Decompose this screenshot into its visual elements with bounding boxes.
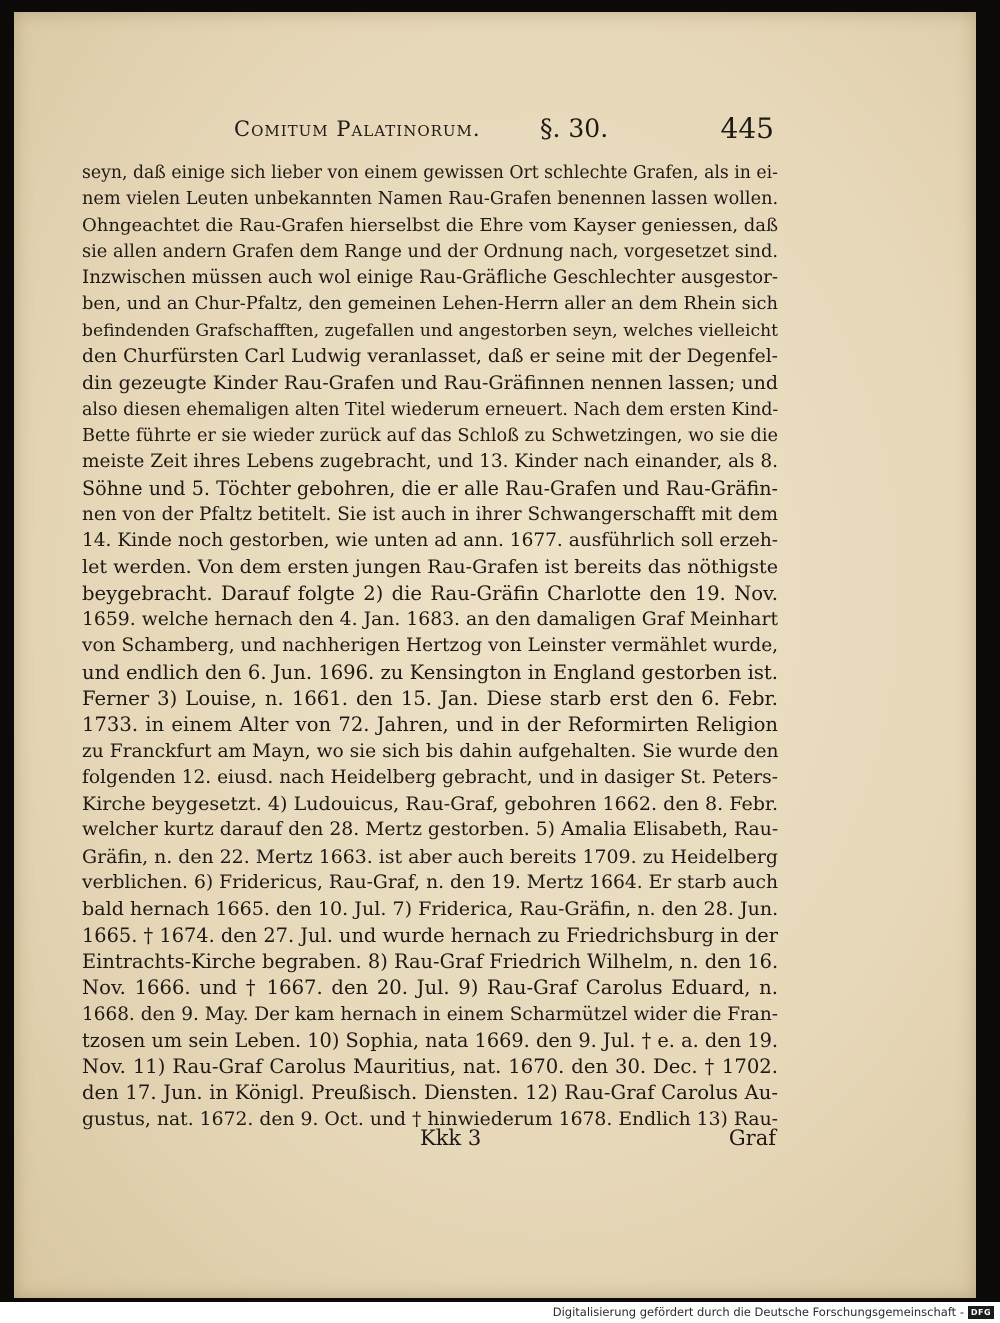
dfg-logo: DFG [968, 1306, 994, 1319]
catchword: Graf [728, 1126, 776, 1150]
signature-mark: Kkk 3 [420, 1126, 482, 1150]
text-line: 1659. welche hernach den 4. Jan. 1683. an den damaligen Graf Meinhart [82, 609, 778, 631]
page-number: 445 [720, 112, 774, 145]
text-line: Bette führte er sie wieder zurück auf das Schloß zu Schwetzingen, wo sie die [82, 425, 778, 446]
text-line: den 17. Jun. in Königl. Preußisch. Diensten. 12) Rau-Graf Carolus Au- [82, 1081, 778, 1105]
text-line: also diesen ehemaligen alten Titel wiederum erneuert. Nach dem ersten Kind- [82, 399, 779, 420]
text-line: Kirche beygesetzt. 4) Ludouicus, Rau-Graf, gebohren 1662. den 8. Febr. [82, 793, 778, 816]
text-line: Gräfin, n. den 22. Mertz 1663. ist aber auch bereits 1709. zu Heidelberg [82, 845, 778, 868]
text-line: beygebracht. Darauf folgte 2) die Rau-Gräfin Charlotte den 19. Nov. [82, 581, 778, 605]
text-line: gustus, nat. 1672. den 9. Oct. und † hinwiederum 1678. Endlich 13) Rau- [82, 1108, 778, 1130]
text-line: nem vielen Leuten unbekannten Namen Rau-Grafen benennen lassen wollen. [82, 189, 779, 210]
digitization-footer [0, 1302, 1000, 1323]
text-line: 1668. den 9. May. Der kam hernach in einem Scharmützel wider die Fran- [82, 1003, 778, 1025]
text-line: din gezeugte Kinder Rau-Grafen und Rau-Gräfinnen nennen lassen; und [82, 372, 778, 395]
text-line: von Schamberg, und nachherigen Hertzog von Leinster vermählet wurde, [82, 635, 779, 657]
text-line: Nov. 11) Rau-Graf Carolus Mauritius, nat. 1670. den 30. Dec. † 1702. [82, 1055, 778, 1079]
text-line: den Churfürsten Carl Ludwig veranlasset, daß er seine mit der Degenfel- [82, 346, 778, 368]
text-line: Söhne und 5. Töchter gebohren, die er alle Rau-Grafen und Rau-Gräfin- [82, 476, 778, 500]
text-line: Eintrachts-Kirche begraben. 8) Rau-Graf Friedrich Wilhelm, n. den 16. [82, 949, 779, 973]
text-line: let werden. Von dem ersten jungen Rau-Grafen ist bereits das nöthigste [82, 556, 778, 579]
text-line: 14. Kinde noch gestorben, wie unten ad ann. 1677. ausführlich soll erzeh- [82, 530, 778, 552]
text-line: Ohngeachtet die Rau-Grafen hierselbst die Ehre vom Kayser geniessen, daß [82, 214, 779, 236]
body-text [82, 160, 778, 1133]
text-line: Nov. 1666. und † 1667. den 20. Jul. 9) Rau-Graf Carolus Eduard, n. [82, 976, 778, 1000]
text-line: befindenden Grafschafften, zugefallen und angestorben seyn, welches vielleicht [82, 320, 778, 341]
text-line: ben, und an Chur-Pfaltz, den gemeinen Lehen-Herrn aller an dem Rhein sich [82, 293, 778, 315]
text-line: zu Franckfurt am Mayn, wo sie sich bis dahin aufgehalten. Sie wurde den [82, 740, 779, 762]
page-foot [420, 1122, 780, 1152]
running-head-title: Comitum Palatinorum. [234, 117, 481, 141]
text-line: welcher kurtz darauf den 28. Mertz gestorben. 5) Amalia Elisabeth, Rau- [82, 819, 779, 841]
text-line: sie allen andern Grafen dem Range und der Ordnung nach, vorgesetzet sind. [82, 240, 779, 262]
text-line: Ferner 3) Louise, n. 1661. den 15. Jan. Diese starb erst den 6. Febr. [82, 686, 778, 710]
funding-credit: Digitalisierung gefördert durch die Deutsche Forschungsgemeinschaft - [552, 1305, 964, 1319]
text-line: folgenden 12. eiusd. nach Heidelberg gebracht, und in dasiger St. Peters- [82, 766, 778, 788]
text-line: 1733. in einem Alter von 72. Jahren, und in der Reformirten Religion [82, 713, 778, 737]
text-line: Inzwischen müssen auch wol einige Rau-Gräfliche Geschlechter ausgestor- [82, 267, 778, 289]
text-line: 1665. † 1674. den 27. Jul. und wurde hernach zu Friedrichsburg in der [82, 923, 778, 947]
text-line: seyn, daß einige sich lieber von einem gewissen Ort schlechte Grafen, als in ei- [82, 163, 778, 183]
text-line: tzosen um sein Leben. 10) Sophia, nata 1669. den 9. Jul. † e. a. den 19. [82, 1028, 778, 1052]
text-line: und endlich den 6. Jun. 1696. zu Kensington in England gestorben ist. [82, 660, 778, 684]
text-line: verblichen. 6) Fridericus, Rau-Graf, n. den 19. Mertz 1664. Er starb auch [82, 872, 778, 894]
running-head [234, 112, 774, 148]
text-line: meiste Zeit ihres Lebens zugebracht, und 13. Kinder nach einander, als 8. [82, 451, 778, 473]
text-line: bald hernach 1665. den 10. Jul. 7) Friderica, Rau-Gräfin, n. den 28. Jun. [82, 898, 779, 921]
text-line: nen von der Pfaltz betitelt. Sie ist auch in ihrer Schwangerschafft mit dem [82, 503, 778, 525]
section-number: §. 30. [540, 114, 609, 143]
